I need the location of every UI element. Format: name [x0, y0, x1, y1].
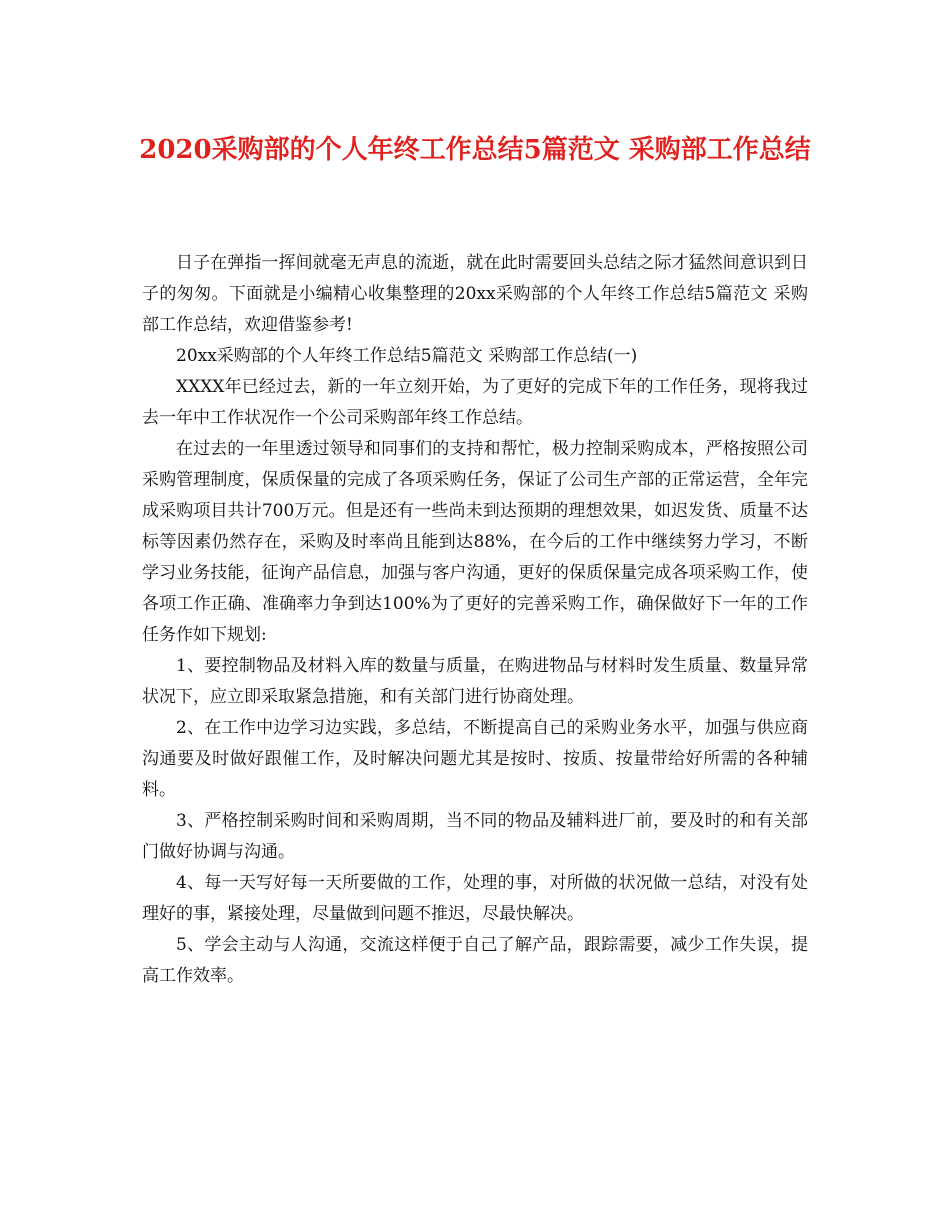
paragraph-plan-item-2: 2、在工作中边学习边实践，多总结，不断提高自己的采购业务水平，加强与供应商沟通要及时做好跟催工作，及时解决问题尤其是按时、按质、按量带给好所需的各种辅料。 [142, 718, 808, 800]
paragraph-plan-item-4: 4、每一天写好每一天所要做的工作，处理的事，对所做的状况做一总结，对没有处理好的事，紧接处理，尽量做到问题不推迟，尽最快解决。 [142, 873, 808, 924]
paragraph-review: 在过去的一年里透过领导和同事们的支持和帮忙，极力控制采购成本，严格按照公司采购管理制度，保质保量的完成了各项采购任务，保证了公司生产部的正常运营，全年完成采购项目共计700万元。但是还有一些尚未到达预期的理想效果，如迟发货、质量不达标等因素仍然存在，采购及时率尚且能到达88%，在今后的工作中继续努力学习，不断学习业务技能，征询产品信息，加强与客户沟通，更好的保质保量完成各项采购工作，使各项工作正确、准确率力争到达100%为了更好的完善采购工作，确保做好下一年的工作任务作如下规划: [142, 439, 808, 645]
document-body [142, 248, 808, 992]
paragraph-opening: XXXX年已经过去，新的一年立刻开始，为了更好的完成下年的工作任务，现将我过去一年中工作状况作一个公司采购部年终工作总结。 [142, 377, 808, 428]
paragraph-section-heading: 20xx采购部的个人年终工作总结5篇范文 采购部工作总结(一) [176, 346, 638, 366]
paragraph-intro: 日子在弹指一挥间就毫无声息的流逝，就在此时需要回头总结之际才猛然间意识到日子的匆匆。下面就是小编精心收集整理的20xx采购部的个人年终工作总结5篇范文 采购部工作总结，欢迎借鉴参考! [142, 253, 808, 335]
paragraph-plan-item-3: 3、严格控制采购时间和采购周期，当不同的物品及辅料进厂前，要及时的和有关部门做好协调与沟通。 [142, 811, 808, 862]
document-title: 2020采购部的个人年终工作总结5篇范文 采购部工作总结 [139, 135, 811, 165]
paragraph-plan-item-5: 5、学会主动与人沟通，交流这样便于自己了解产品，跟踪需要，减少工作失误，提高工作效率。 [142, 935, 808, 986]
paragraph-plan-item-1: 1、要控制物品及材料入库的数量与质量，在购进物品与材料时发生质量、数量异常状况下，应立即采取紧急措施，和有关部门进行协商处理。 [142, 656, 808, 707]
